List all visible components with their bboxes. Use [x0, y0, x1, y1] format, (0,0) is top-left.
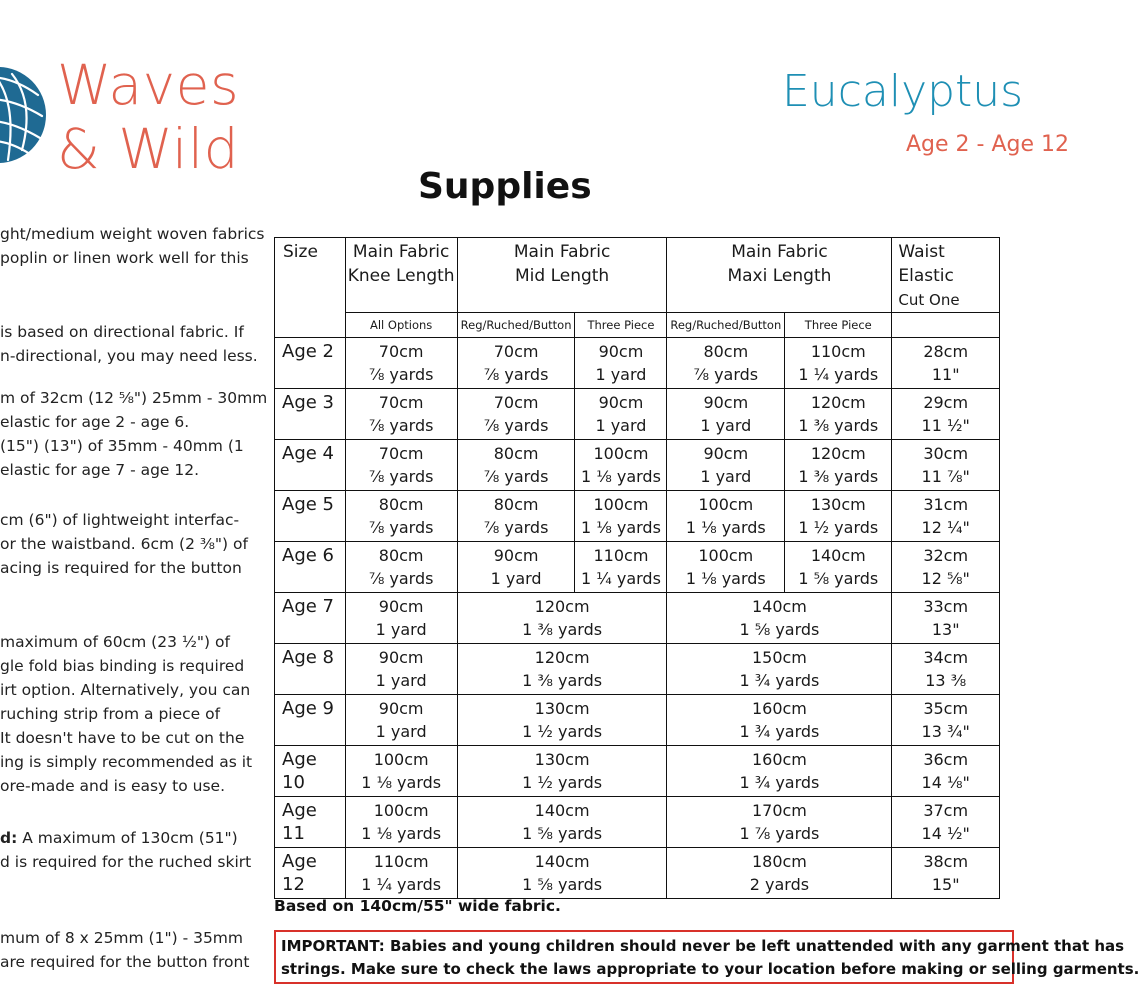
table-row [275, 440, 1000, 491]
interfacing-paragraph: cm (6") of lightweight interfac- or the waistband. 6cm (2 ⅜") of acing is required for the button [0, 511, 248, 577]
mid-reg-cell: 70cm ⅞ yards [457, 389, 575, 440]
maxi-reg-cell: 90cm 1 yard [667, 440, 785, 491]
age-cell: Age 2 [275, 338, 346, 389]
pattern-title: Eucalyptus [782, 66, 1024, 117]
table-row [275, 593, 1000, 644]
mid-length-cell: 130cm 1 ½ yards [457, 695, 667, 746]
mid-length-header: Main Fabric Mid Length [457, 238, 667, 313]
maxi-three-cell: 110cm 1 ¼ yards [785, 338, 892, 389]
mid-three-cell: 110cm 1 ¼ yards [575, 542, 667, 593]
subheader-maxi-reg: Reg/Ruched/Button [667, 313, 785, 338]
maxi-length-cell: 160cm 1 ¾ yards [667, 695, 892, 746]
mid-length-cell: 120cm 1 ⅜ yards [457, 644, 667, 695]
waist-elastic-cell: 28cm 11" [892, 338, 1000, 389]
mid-length-cell: 140cm 1 ⅝ yards [457, 797, 667, 848]
table-row [275, 389, 1000, 440]
warning-line1: IMPORTANT: Babies and young children should never be left unattended with any garment that has [281, 937, 1125, 955]
waist-elastic-cell: 36cm 14 ⅛" [892, 746, 1000, 797]
mid-reg-cell: 70cm ⅞ yards [457, 338, 575, 389]
mid-three-cell: 100cm 1 ⅛ yards [575, 491, 667, 542]
maxi-reg-cell: 80cm ⅞ yards [667, 338, 785, 389]
waist-elastic-cell: 35cm 13 ¾" [892, 695, 1000, 746]
mid-reg-cell: 80cm ⅞ yards [457, 491, 575, 542]
age-cell: Age 6 [275, 542, 346, 593]
age-cell: Age 11 [275, 797, 346, 848]
waves-wild-logo-icon [0, 50, 46, 180]
brand-name-line2: & Wild [57, 117, 240, 181]
page-title: Supplies [418, 166, 592, 207]
waist-elastic-cell: 38cm 15" [892, 848, 1000, 899]
mid-reg-cell: 80cm ⅞ yards [457, 440, 575, 491]
knee-length-cell: 90cm 1 yard [345, 695, 457, 746]
maxi-length-cell: 170cm 1 ⅞ yards [667, 797, 892, 848]
fabric-width-note: Based on 140cm/55" wide fabric. [274, 897, 561, 915]
age-cell: Age 4 [275, 440, 346, 491]
supplies-table [274, 237, 1000, 899]
subheader-mid-reg: Reg/Ruched/Button [457, 313, 575, 338]
mid-three-cell: 90cm 1 yard [575, 389, 667, 440]
waist-elastic-cell: 31cm 12 ¼" [892, 491, 1000, 542]
age-cell: Age 8 [275, 644, 346, 695]
waist-elastic-cell: 34cm 13 ⅜ [892, 644, 1000, 695]
waist-elastic-cell: 33cm 13" [892, 593, 1000, 644]
knee-length-cell: 100cm 1 ⅛ yards [345, 797, 457, 848]
directional-paragraph: is based on directional fabric. If n-directional, you may need less. [0, 323, 258, 365]
maxi-three-cell: 130cm 1 ½ yards [785, 491, 892, 542]
knee-length-cell: 110cm 1 ¼ yards [345, 848, 457, 899]
waist-elastic-cell: 32cm 12 ⅝" [892, 542, 1000, 593]
waist-elastic-cell: 30cm 11 ⅞" [892, 440, 1000, 491]
mid-length-cell: 130cm 1 ½ yards [457, 746, 667, 797]
age-cell: Age 12 [275, 848, 346, 899]
maxi-length-cell: 150cm 1 ¾ yards [667, 644, 892, 695]
table-row [275, 848, 1000, 899]
table-row [275, 542, 1000, 593]
maxi-reg-cell: 100cm 1 ⅛ yards [667, 491, 785, 542]
knee-length-cell: 90cm 1 yard [345, 644, 457, 695]
waist-elastic-cell: 37cm 14 ½" [892, 797, 1000, 848]
age-cell: Age 7 [275, 593, 346, 644]
buttons-paragraph: mum of 8 x 25mm (1") - 35mm are required for the button front [0, 929, 250, 971]
maxi-length-header: Main Fabric Maxi Length [667, 238, 892, 313]
knee-length-cell: 80cm ⅞ yards [345, 491, 457, 542]
waist-elastic-header: Waist Elastic Cut One [892, 238, 1000, 313]
table-row [275, 644, 1000, 695]
warning-line2: strings. Make sure to check the laws appropriate to your location before making or selling garments. [281, 960, 1139, 978]
maxi-three-cell: 140cm 1 ⅝ yards [785, 542, 892, 593]
maxi-three-cell: 120cm 1 ⅜ yards [785, 389, 892, 440]
knee-length-cell: 70cm ⅞ yards [345, 440, 457, 491]
knee-length-header: Main Fabric Knee Length [345, 238, 457, 313]
knee-length-cell: 100cm 1 ⅛ yards [345, 746, 457, 797]
mid-three-cell: 90cm 1 yard [575, 338, 667, 389]
maxi-three-cell: 120cm 1 ⅜ yards [785, 440, 892, 491]
brand-name-line1: Waves [57, 53, 240, 117]
subheader-elastic [892, 313, 1000, 338]
ruched-paragraph: d: A maximum of 130cm (51") d is required for the ruched skirt [0, 829, 252, 871]
maxi-reg-cell: 90cm 1 yard [667, 389, 785, 440]
age-cell: Age 5 [275, 491, 346, 542]
age-cell: Age 10 [275, 746, 346, 797]
mid-three-cell: 100cm 1 ⅛ yards [575, 440, 667, 491]
knee-length-cell: 90cm 1 yard [345, 593, 457, 644]
table-row [275, 797, 1000, 848]
knee-length-cell: 70cm ⅞ yards [345, 389, 457, 440]
mid-reg-cell: 90cm 1 yard [457, 542, 575, 593]
safety-warning [274, 930, 1139, 984]
table-row [275, 695, 1000, 746]
fabric-paragraph: ght/medium weight woven fabrics poplin or linen work well for this [0, 225, 265, 267]
pattern-age-range: Age 2 - Age 12 [906, 132, 1070, 157]
subheader-mid-three: Three Piece [575, 313, 667, 338]
mid-length-cell: 120cm 1 ⅜ yards [457, 593, 667, 644]
maxi-length-cell: 160cm 1 ¾ yards [667, 746, 892, 797]
subheader-maxi-three: Three Piece [785, 313, 892, 338]
table-row [275, 338, 1000, 389]
subheader-all-options: All Options [345, 313, 457, 338]
table-row [275, 746, 1000, 797]
knee-length-cell: 80cm ⅞ yards [345, 542, 457, 593]
size-header: Size [275, 238, 346, 338]
maxi-reg-cell: 100cm 1 ⅛ yards [667, 542, 785, 593]
mid-length-cell: 140cm 1 ⅝ yards [457, 848, 667, 899]
age-cell: Age 3 [275, 389, 346, 440]
waist-elastic-cell: 29cm 11 ½" [892, 389, 1000, 440]
bias-binding-paragraph: maximum of 60cm (23 ½") of gle fold bias binding is required irt option. Alternatively, you can ruching strip from a piece of It doesn't have to be cut on the ing is simply recommended as it ore-made and is easy to use. [0, 633, 253, 795]
elastic-paragraph: m of 32cm (12 ⅝") 25mm - 30mm elastic for age 2 - age 6. (15") (13") of 35mm - 40mm (1 elastic for age 7 - age 12. [0, 389, 268, 479]
maxi-length-cell: 180cm 2 yards [667, 848, 892, 899]
table-row [275, 491, 1000, 542]
maxi-length-cell: 140cm 1 ⅝ yards [667, 593, 892, 644]
knee-length-cell: 70cm ⅞ yards [345, 338, 457, 389]
age-cell: Age 9 [275, 695, 346, 746]
